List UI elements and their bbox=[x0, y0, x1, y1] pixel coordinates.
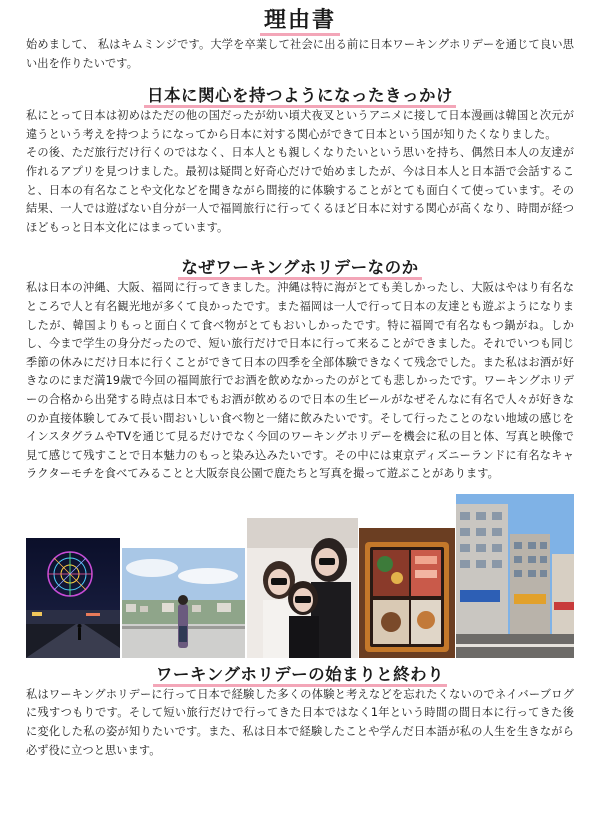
night-ferris-wheel-photo bbox=[26, 538, 120, 658]
document-title: 理由書 bbox=[26, 6, 574, 36]
city-view-photo bbox=[122, 548, 245, 658]
section3-paragraph: 私はワーキングホリデーに行って日本で経験した多くの体験と考えなどを忘れたくないのでネイバーブログに残すつもりです。そして短い旅行だけで行ってきた日本ではなく1年という時間の間日本に行ってきた後に変化した私の姿が知りたいです。また、私は日本で経験したことや学んだ日本語が私の人生を生きながら必ず役に立つと思います。 bbox=[26, 687, 574, 757]
section3-heading: ワーキングホリデーの始まりと終わり bbox=[26, 664, 574, 686]
section1-paragraph-1: 私にとって日本は初めはただの他の国だったが幼い頃犬夜叉というアニメに接して日本漫画は韓国と次元が違うという考えを持つようになってから日本に対する関心ができて日本という国が知りたくなりました。 bbox=[26, 109, 574, 141]
friends-photo bbox=[247, 518, 358, 658]
intro-paragraph: 始めまして、 私はキムミンジです。大学を卒業して社会に出る前に日本ワーキングホリデーを通じて良い思い出を作りたいです。 bbox=[26, 38, 574, 70]
street-photo bbox=[456, 494, 574, 658]
section1-paragraph-2: その後、ただ旅行だけ行くのではなく、日本人とも親しくなりたいという思いを持ち、偶然日本人の友達が作れるアプリを見つけました。最初は疑問と好奇心だけで始めましたが、今は日本人と日本語で会話すること、日本の有名なことや文化などを聞きながら間接的に体験することがとても面白くて使っています。その結果、一人では遊ばない自分が一人で福岡旅行に行ってくるほど日本に対する関心が高くなり、時間が経つほどもっと日本文化にはまっています。 bbox=[26, 146, 574, 234]
document-page bbox=[0, 6, 600, 835]
section2-paragraph: 私は日本の沖縄、大阪、福岡に行ってきました。沖縄は特に海がとても美しかったし、大阪はやはり有名なところで人と有名観光地が多くて良かったです。また福岡は一人で行って日本の友達とも遊ぶようになりましたが、韓国よりもっと面白くて食べ物がとてもおいしかったです。特に福岡で有名なもつ鍋がね。しかし、今まで学生の身分だったので、短い旅行だけで日本に行って来ることができました。それでいつも同じ季節の休みにだけ日本に行くことができて日本の四季を全部体験できなくて残念でした。また私はお酒が好きなのにまだ満19歳で今回の福岡旅行でお酒を飲めなかったのがとても悲しかったです。ワーキングホリデーの合格から出発する時点は日本でもお酒が飲めるので日本の生ビールがなぜそんなに有名で人々が好きなのか直接体験してみて長い間おいしい食べ物と一緒に飲みたいです。そして行ったことのない地域の感じをインスタグラムやTVを通じて見るだけでなく今回のワーキングホリデーを機会に私の目と体、写真と映像で見て感じて残すことで日本魅力のもっと染み込みたいです。その中には東京ディズニーランドに有名なキャラクターモチを食べてみることと大阪奈良公園で鹿たちと写真を撮って遊ぶことがあります。 bbox=[26, 281, 574, 481]
section1-heading: 日本に関心を持つようになったきっかけ bbox=[26, 85, 574, 107]
section2-heading: なぜワーキングホリデーなのか bbox=[26, 257, 574, 279]
bento-photo bbox=[359, 528, 455, 658]
photo-strip bbox=[26, 494, 574, 658]
